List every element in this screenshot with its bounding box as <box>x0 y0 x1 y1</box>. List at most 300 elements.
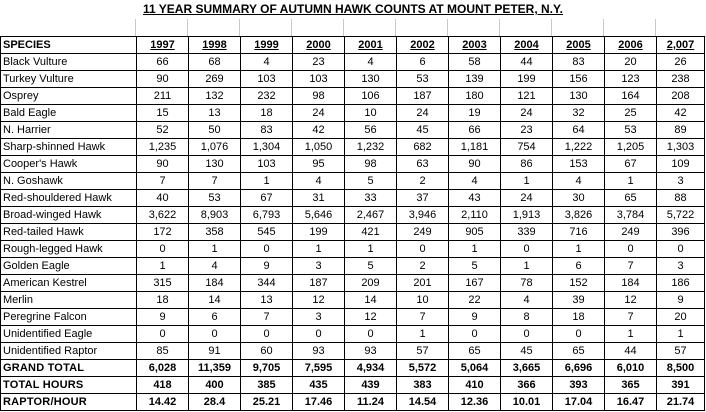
count-cell[interactable]: 9,705 <box>241 360 293 377</box>
row-label-cell[interactable]: Red-shouldered Hawk <box>1 190 137 207</box>
count-cell[interactable]: 9 <box>657 292 705 309</box>
count-cell[interactable]: 0 <box>657 241 705 258</box>
count-cell[interactable]: 12 <box>345 309 397 326</box>
count-cell[interactable]: 42 <box>293 122 345 139</box>
count-cell[interactable]: 93 <box>345 343 397 360</box>
count-cell[interactable]: 1 <box>449 241 501 258</box>
count-cell[interactable]: 33 <box>345 190 397 207</box>
count-cell[interactable]: 130 <box>189 156 241 173</box>
count-cell[interactable]: 153 <box>553 156 605 173</box>
count-cell[interactable]: 37 <box>397 190 449 207</box>
count-cell[interactable]: 83 <box>553 54 605 71</box>
count-cell[interactable]: 0 <box>241 241 293 258</box>
count-cell[interactable]: 3,946 <box>397 207 449 224</box>
count-cell[interactable]: 1,205 <box>605 139 657 156</box>
count-cell[interactable]: 4,934 <box>345 360 397 377</box>
row-label-cell[interactable]: TOTAL HOURS <box>1 377 137 394</box>
count-cell[interactable]: 25 <box>605 105 657 122</box>
count-cell[interactable]: 5 <box>449 258 501 275</box>
count-cell[interactable]: 3,622 <box>137 207 189 224</box>
count-cell[interactable]: 435 <box>293 377 345 394</box>
table-row <box>1 190 705 207</box>
count-cell[interactable]: 16.47 <box>605 394 657 411</box>
count-cell[interactable]: 9 <box>449 309 501 326</box>
count-cell[interactable]: 0 <box>241 326 293 343</box>
gridline <box>343 19 344 36</box>
count-cell[interactable]: 21.74 <box>657 394 705 411</box>
count-cell[interactable]: 5 <box>345 173 397 190</box>
count-cell[interactable]: 4 <box>293 173 345 190</box>
gridline <box>655 19 656 36</box>
table-row <box>1 122 705 139</box>
count-cell[interactable]: 209 <box>345 275 397 292</box>
year-header[interactable]: 2003 <box>449 37 501 54</box>
count-cell[interactable]: 83 <box>241 122 293 139</box>
count-cell[interactable]: 1 <box>293 241 345 258</box>
count-cell[interactable]: 63 <box>397 156 449 173</box>
table-row <box>1 207 705 224</box>
count-cell[interactable]: 66 <box>449 122 501 139</box>
count-cell[interactable]: 103 <box>241 156 293 173</box>
count-cell[interactable]: 1 <box>657 326 705 343</box>
count-cell[interactable]: 5,572 <box>397 360 449 377</box>
count-cell[interactable]: 5 <box>345 258 397 275</box>
count-cell[interactable]: 90 <box>449 156 501 173</box>
count-cell[interactable]: 45 <box>397 122 449 139</box>
row-label-cell[interactable]: Unidentified Raptor <box>1 343 137 360</box>
gridline <box>239 19 240 36</box>
count-cell[interactable]: 1 <box>501 258 553 275</box>
count-cell[interactable]: 1,076 <box>189 139 241 156</box>
count-cell[interactable]: 716 <box>553 224 605 241</box>
count-cell[interactable]: 30 <box>553 190 605 207</box>
count-cell[interactable]: 0 <box>553 326 605 343</box>
count-cell[interactable]: 17.46 <box>293 394 345 411</box>
row-label-cell[interactable]: RAPTOR/HOUR <box>1 394 137 411</box>
count-cell[interactable]: 24 <box>293 105 345 122</box>
count-cell[interactable]: 1,913 <box>501 207 553 224</box>
count-cell[interactable]: 682 <box>397 139 449 156</box>
year-header[interactable]: 2,007 <box>657 37 705 54</box>
table-row <box>1 309 705 326</box>
count-cell[interactable]: 156 <box>553 71 605 88</box>
row-label-cell[interactable]: Golden Eagle <box>1 258 137 275</box>
count-cell[interactable]: 410 <box>449 377 501 394</box>
row-label-cell[interactable]: Unidentified Eagle <box>1 326 137 343</box>
count-cell[interactable]: 315 <box>137 275 189 292</box>
count-cell[interactable]: 90 <box>137 71 189 88</box>
count-cell[interactable]: 22 <box>449 292 501 309</box>
count-cell[interactable]: 391 <box>657 377 705 394</box>
count-cell[interactable]: 393 <box>553 377 605 394</box>
count-cell[interactable]: 0 <box>189 326 241 343</box>
year-header[interactable]: 2005 <box>553 37 605 54</box>
count-cell[interactable]: 0 <box>501 326 553 343</box>
count-cell[interactable]: 56 <box>345 122 397 139</box>
count-cell[interactable]: 6 <box>189 309 241 326</box>
table-row <box>1 343 705 360</box>
count-cell[interactable]: 12 <box>293 292 345 309</box>
count-cell[interactable]: 60 <box>241 343 293 360</box>
year-header[interactable]: 2006 <box>605 37 657 54</box>
count-cell[interactable]: 12 <box>605 292 657 309</box>
count-cell[interactable]: 24 <box>501 105 553 122</box>
count-cell[interactable]: 89 <box>657 122 705 139</box>
count-cell[interactable]: 17.04 <box>553 394 605 411</box>
count-cell[interactable]: 78 <box>501 275 553 292</box>
count-cell[interactable]: 98 <box>345 156 397 173</box>
count-cell[interactable]: 1 <box>553 241 605 258</box>
count-cell[interactable]: 1,181 <box>449 139 501 156</box>
count-cell[interactable]: 184 <box>605 275 657 292</box>
count-cell[interactable]: 15 <box>137 105 189 122</box>
count-cell[interactable]: 201 <box>397 275 449 292</box>
count-cell[interactable]: 4 <box>501 292 553 309</box>
count-cell[interactable]: 238 <box>657 71 705 88</box>
count-cell[interactable]: 57 <box>397 343 449 360</box>
row-label-cell[interactable]: GRAND TOTAL <box>1 360 137 377</box>
count-cell[interactable]: 366 <box>501 377 553 394</box>
count-cell[interactable]: 754 <box>501 139 553 156</box>
count-cell[interactable]: 9 <box>241 258 293 275</box>
gridline <box>551 19 552 36</box>
row-label-cell[interactable]: American Kestrel <box>1 275 137 292</box>
count-cell[interactable]: 123 <box>605 71 657 88</box>
count-cell[interactable]: 2,110 <box>449 207 501 224</box>
row-label-cell[interactable]: Red-tailed Hawk <box>1 224 137 241</box>
total-row <box>1 377 705 394</box>
count-cell[interactable]: 0 <box>397 241 449 258</box>
count-cell[interactable]: 86 <box>501 156 553 173</box>
row-label-cell[interactable]: N. Goshawk <box>1 173 137 190</box>
count-cell[interactable]: 9 <box>137 309 189 326</box>
count-cell[interactable]: 7,595 <box>293 360 345 377</box>
count-cell[interactable]: 1 <box>605 173 657 190</box>
count-cell[interactable]: 14 <box>345 292 397 309</box>
count-cell[interactable]: 7 <box>189 173 241 190</box>
count-cell[interactable]: 0 <box>293 326 345 343</box>
count-cell[interactable]: 10 <box>345 105 397 122</box>
count-cell[interactable]: 7 <box>605 309 657 326</box>
count-cell[interactable]: 1 <box>501 173 553 190</box>
count-cell[interactable]: 68 <box>189 54 241 71</box>
count-cell[interactable]: 5,646 <box>293 207 345 224</box>
count-cell[interactable]: 8 <box>501 309 553 326</box>
count-cell[interactable]: 106 <box>345 88 397 105</box>
row-label-cell[interactable]: Bald Eagle <box>1 105 137 122</box>
count-cell[interactable]: 4 <box>345 54 397 71</box>
count-cell[interactable]: 1 <box>397 326 449 343</box>
count-cell[interactable]: 26 <box>657 54 705 71</box>
count-cell[interactable]: 3 <box>657 258 705 275</box>
count-cell[interactable]: 66 <box>137 54 189 71</box>
count-cell[interactable]: 90 <box>137 156 189 173</box>
count-cell[interactable]: 14.54 <box>397 394 449 411</box>
table-body <box>1 37 705 411</box>
table-row <box>1 105 705 122</box>
count-cell[interactable]: 232 <box>241 88 293 105</box>
count-cell[interactable]: 109 <box>657 156 705 173</box>
count-cell[interactable]: 7 <box>241 309 293 326</box>
count-cell[interactable]: 1 <box>137 258 189 275</box>
gridline <box>291 19 292 36</box>
count-cell[interactable]: 65 <box>449 343 501 360</box>
gridline <box>447 19 448 36</box>
count-cell[interactable]: 0 <box>605 241 657 258</box>
count-cell[interactable]: 187 <box>293 275 345 292</box>
count-cell[interactable]: 7 <box>605 258 657 275</box>
count-cell[interactable]: 18 <box>553 309 605 326</box>
count-cell[interactable]: 28.4 <box>189 394 241 411</box>
count-cell[interactable]: 24 <box>397 105 449 122</box>
count-cell[interactable]: 180 <box>449 88 501 105</box>
count-cell[interactable]: 2 <box>397 258 449 275</box>
table-row <box>1 71 705 88</box>
count-cell[interactable]: 85 <box>137 343 189 360</box>
blank-row <box>0 19 706 37</box>
count-cell[interactable]: 3,784 <box>605 207 657 224</box>
count-cell[interactable]: 1,235 <box>137 139 189 156</box>
count-cell[interactable]: 2,467 <box>345 207 397 224</box>
count-cell[interactable]: 1 <box>189 241 241 258</box>
count-cell[interactable]: 20 <box>657 309 705 326</box>
count-cell[interactable]: 339 <box>501 224 553 241</box>
count-cell[interactable]: 187 <box>397 88 449 105</box>
count-cell[interactable]: 365 <box>605 377 657 394</box>
table-row <box>1 258 705 275</box>
count-cell[interactable]: 1,050 <box>293 139 345 156</box>
count-cell[interactable]: 139 <box>449 71 501 88</box>
count-cell[interactable]: 1 <box>241 173 293 190</box>
count-cell[interactable]: 5,064 <box>449 360 501 377</box>
count-cell[interactable]: 42 <box>657 105 705 122</box>
row-label-cell[interactable]: Cooper's Hawk <box>1 156 137 173</box>
gridline <box>135 19 136 36</box>
year-header[interactable]: 2000 <box>293 37 345 54</box>
count-cell[interactable]: 130 <box>345 71 397 88</box>
year-header[interactable]: 2002 <box>397 37 449 54</box>
table-row <box>1 275 705 292</box>
year-header[interactable]: 1999 <box>241 37 293 54</box>
title-row <box>0 0 706 19</box>
gridline <box>395 19 396 36</box>
row-label-cell[interactable]: Osprey <box>1 88 137 105</box>
count-cell[interactable]: 13 <box>189 105 241 122</box>
count-cell[interactable]: 11,359 <box>189 360 241 377</box>
year-header[interactable]: 1998 <box>189 37 241 54</box>
count-cell[interactable]: 18 <box>137 292 189 309</box>
count-cell[interactable]: 7 <box>397 309 449 326</box>
table-row <box>1 156 705 173</box>
table-row <box>1 326 705 343</box>
count-cell[interactable]: 130 <box>553 88 605 105</box>
sheet-title: 11 YEAR SUMMARY OF AUTUMN HAWK COUNTS AT MOUNT PETER, N.Y. <box>142 2 564 16</box>
count-cell[interactable]: 3 <box>657 173 705 190</box>
count-cell[interactable]: 184 <box>189 275 241 292</box>
gridline <box>187 19 188 36</box>
count-cell[interactable]: 93 <box>293 343 345 360</box>
table-row <box>1 292 705 309</box>
count-cell[interactable]: 172 <box>137 224 189 241</box>
count-cell[interactable]: 2 <box>397 173 449 190</box>
count-cell[interactable]: 57 <box>657 343 705 360</box>
count-cell[interactable]: 6,028 <box>137 360 189 377</box>
count-cell[interactable]: 167 <box>449 275 501 292</box>
count-cell[interactable]: 39 <box>553 292 605 309</box>
count-cell[interactable]: 164 <box>605 88 657 105</box>
count-cell[interactable]: 3 <box>293 258 345 275</box>
hawk-count-table <box>0 36 705 411</box>
count-cell[interactable]: 3 <box>293 309 345 326</box>
count-cell[interactable]: 24 <box>501 190 553 207</box>
count-cell[interactable]: 269 <box>189 71 241 88</box>
count-cell[interactable]: 545 <box>241 224 293 241</box>
count-cell[interactable]: 0 <box>501 241 553 258</box>
gridline <box>499 19 500 36</box>
table-row <box>1 88 705 105</box>
total-row <box>1 360 705 377</box>
count-cell[interactable]: 44 <box>501 54 553 71</box>
table-row <box>1 139 705 156</box>
count-cell[interactable]: 23 <box>293 54 345 71</box>
row-label-cell[interactable]: Broad-winged Hawk <box>1 207 137 224</box>
count-cell[interactable]: 4 <box>189 258 241 275</box>
count-cell[interactable]: 53 <box>189 190 241 207</box>
count-cell[interactable]: 358 <box>189 224 241 241</box>
count-cell[interactable]: 121 <box>501 88 553 105</box>
count-cell[interactable]: 65 <box>553 343 605 360</box>
count-cell[interactable]: 18 <box>241 105 293 122</box>
year-header[interactable]: 2004 <box>501 37 553 54</box>
count-cell[interactable]: 6 <box>553 258 605 275</box>
count-cell[interactable]: 439 <box>345 377 397 394</box>
count-cell[interactable]: 421 <box>345 224 397 241</box>
row-label-cell[interactable]: N. Harrier <box>1 122 137 139</box>
count-cell[interactable]: 31 <box>293 190 345 207</box>
count-cell[interactable]: 32 <box>553 105 605 122</box>
count-cell[interactable]: 6 <box>397 54 449 71</box>
count-cell[interactable]: 211 <box>137 88 189 105</box>
count-cell[interactable]: 103 <box>293 71 345 88</box>
row-label-cell[interactable]: Turkey Vulture <box>1 71 137 88</box>
year-header[interactable]: 1997 <box>137 37 189 54</box>
count-cell[interactable]: 3,665 <box>501 360 553 377</box>
count-cell[interactable]: 400 <box>189 377 241 394</box>
count-cell[interactable]: 95 <box>293 156 345 173</box>
count-cell[interactable]: 5,722 <box>657 207 705 224</box>
count-cell[interactable]: 11.24 <box>345 394 397 411</box>
species-header[interactable]: SPECIES <box>1 37 137 54</box>
gridline <box>603 19 604 36</box>
count-cell[interactable]: 67 <box>241 190 293 207</box>
count-cell[interactable]: 10.01 <box>501 394 553 411</box>
row-label-cell[interactable]: Peregrine Falcon <box>1 309 137 326</box>
count-cell[interactable]: 53 <box>397 71 449 88</box>
count-cell[interactable]: 103 <box>241 71 293 88</box>
table-row <box>1 54 705 71</box>
count-cell[interactable]: 6,010 <box>605 360 657 377</box>
count-cell[interactable]: 20 <box>605 54 657 71</box>
count-cell[interactable]: 186 <box>657 275 705 292</box>
count-cell[interactable]: 43 <box>449 190 501 207</box>
table-row <box>1 173 705 190</box>
count-cell[interactable]: 1 <box>345 241 397 258</box>
count-cell[interactable]: 7 <box>137 173 189 190</box>
count-cell[interactable]: 58 <box>449 54 501 71</box>
count-cell[interactable]: 132 <box>189 88 241 105</box>
table-row <box>1 241 705 258</box>
count-cell[interactable]: 6,793 <box>241 207 293 224</box>
count-cell[interactable]: 1,304 <box>241 139 293 156</box>
count-cell[interactable]: 13 <box>241 292 293 309</box>
count-cell[interactable]: 385 <box>241 377 293 394</box>
count-cell[interactable]: 8,500 <box>657 360 705 377</box>
count-cell[interactable]: 905 <box>449 224 501 241</box>
count-cell[interactable]: 67 <box>605 156 657 173</box>
count-cell[interactable]: 249 <box>605 224 657 241</box>
count-cell[interactable]: 1,232 <box>345 139 397 156</box>
count-cell[interactable]: 40 <box>137 190 189 207</box>
count-cell[interactable]: 199 <box>501 71 553 88</box>
count-cell[interactable]: 6,696 <box>553 360 605 377</box>
count-cell[interactable]: 8,903 <box>189 207 241 224</box>
count-cell[interactable]: 0 <box>345 326 397 343</box>
count-cell[interactable]: 98 <box>293 88 345 105</box>
count-cell[interactable]: 64 <box>553 122 605 139</box>
count-cell[interactable]: 249 <box>397 224 449 241</box>
count-cell[interactable]: 4 <box>241 54 293 71</box>
count-cell[interactable]: 152 <box>553 275 605 292</box>
count-cell[interactable]: 10 <box>397 292 449 309</box>
count-cell[interactable]: 344 <box>241 275 293 292</box>
count-cell[interactable]: 199 <box>293 224 345 241</box>
count-cell[interactable]: 91 <box>189 343 241 360</box>
row-label-cell[interactable]: Sharp-shinned Hawk <box>1 139 137 156</box>
row-label-cell[interactable]: Rough-legged Hawk <box>1 241 137 258</box>
count-cell[interactable]: 52 <box>137 122 189 139</box>
count-cell[interactable]: 0 <box>449 326 501 343</box>
count-cell[interactable]: 50 <box>189 122 241 139</box>
year-header[interactable]: 2001 <box>345 37 397 54</box>
count-cell[interactable]: 25.21 <box>241 394 293 411</box>
row-label-cell[interactable]: Merlin <box>1 292 137 309</box>
count-cell[interactable]: 12.36 <box>449 394 501 411</box>
count-cell[interactable]: 4 <box>449 173 501 190</box>
count-cell[interactable]: 19 <box>449 105 501 122</box>
count-cell[interactable]: 88 <box>657 190 705 207</box>
count-cell[interactable]: 45 <box>501 343 553 360</box>
count-cell[interactable]: 1,222 <box>553 139 605 156</box>
count-cell[interactable]: 208 <box>657 88 705 105</box>
count-cell[interactable]: 0 <box>137 241 189 258</box>
count-cell[interactable]: 396 <box>657 224 705 241</box>
count-cell[interactable]: 44 <box>605 343 657 360</box>
count-cell[interactable]: 65 <box>605 190 657 207</box>
count-cell[interactable]: 0 <box>137 326 189 343</box>
count-cell[interactable]: 23 <box>501 122 553 139</box>
count-cell[interactable]: 53 <box>605 122 657 139</box>
row-label-cell[interactable]: Black Vulture <box>1 54 137 71</box>
count-cell[interactable]: 418 <box>137 377 189 394</box>
count-cell[interactable]: 14.42 <box>137 394 189 411</box>
count-cell[interactable]: 1 <box>605 326 657 343</box>
count-cell[interactable]: 1,303 <box>657 139 705 156</box>
count-cell[interactable]: 4 <box>553 173 605 190</box>
count-cell[interactable]: 14 <box>189 292 241 309</box>
total-row <box>1 394 705 411</box>
count-cell[interactable]: 383 <box>397 377 449 394</box>
count-cell[interactable]: 3,826 <box>553 207 605 224</box>
